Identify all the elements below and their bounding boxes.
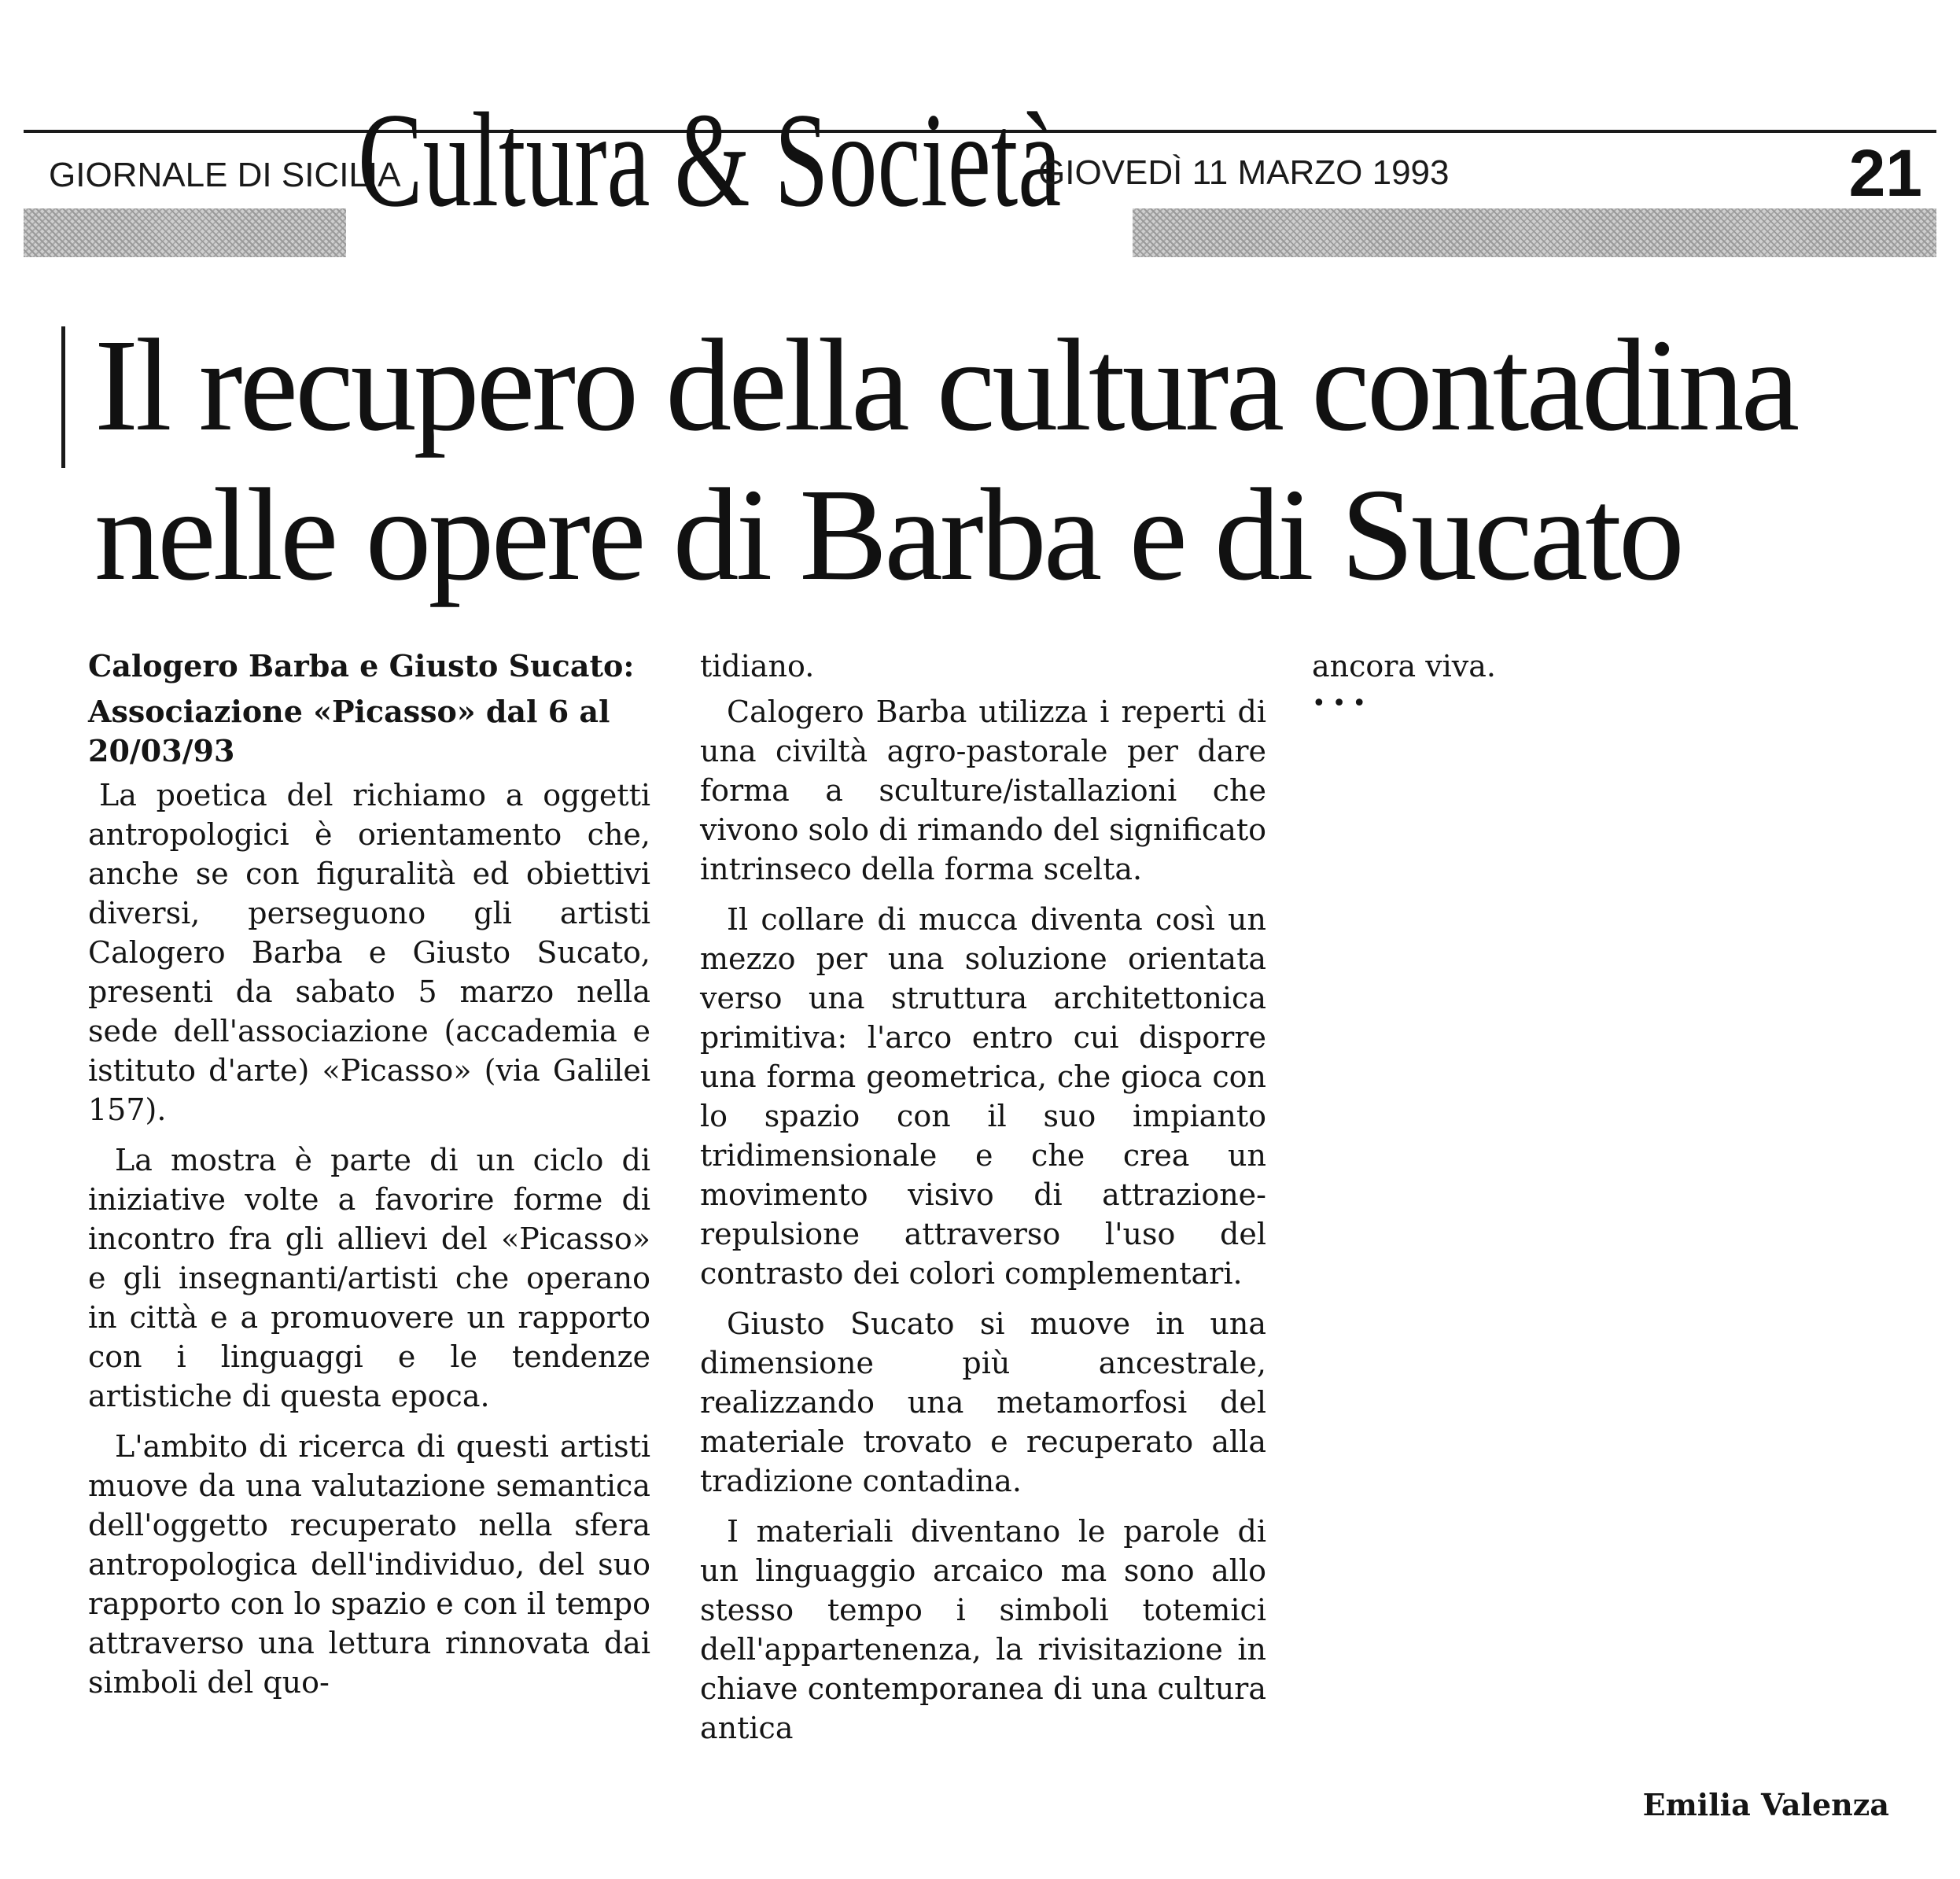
paragraph-continuation: tidiano. (700, 649, 815, 683)
exhibition-venue: Associazione «Picasso» dal 6 al 20/03/93 (88, 694, 610, 768)
paragraph: La poetica del richiamo a oggetti antropologici è orientamento che, anche se con figuralità ed obiettivi diversi, perseguono gli artisti Calogero Barba e Giusto Sucato, presenti da sabato 5 marzo nella sede dell'associazione (accademia e istituto d'arte) «Picasso» (via Galilei 157). (88, 778, 650, 1127)
issue-date: GIOVEDÌ 11 MARZO 1993 (1038, 153, 1450, 192)
article-column-1 (88, 647, 650, 1708)
paragraph: L'ambito di ricerca di questi artisti muove da una valutazione semantica dell'oggetto recuperato nella sfera antropologica dell'individuo, del suo rapporto con lo spazio e con il tempo attraverso una lettura rinnovata dai simboli del quo- (88, 1429, 650, 1700)
page-number: 21 (1848, 136, 1922, 210)
headline-accent-bar (61, 326, 65, 468)
section-title: Cultura & Società (358, 86, 1062, 235)
article-headline (94, 311, 1943, 610)
headline-line-1: Il recupero della cultura contadina (94, 312, 1797, 459)
paragraph: La mostra è parte di un ciclo di iniziative volte a favorire forme di incontro fra gli allievi del «Picasso» e gli insegnanti/artisti che operano in città e a promuovere un rapporto con i linguaggi e le tendenze artistiche di questa epoca. (88, 1143, 650, 1413)
author-signature: Emilia Valenza (1642, 1787, 1889, 1822)
paragraph: Giusto Sucato si muove in una dimensione più ancestrale, realizzando una metamorfosi del materiale trovato e recuperato alla tradizione contadina. (700, 1306, 1266, 1498)
article-column-3 (1312, 647, 1595, 716)
end-of-article-mark: ••• (1312, 690, 1373, 717)
paragraph: Il collare di mucca diventa così un mezzo per una soluzione orientata verso una struttura architettonica primitiva: l'arco entro cui disporre una forma geometrica, che gioca con lo spazio con il suo impianto tridimensionale e che crea un movimento visivo di attrazione-repulsione attraverso l'uso del contrasto dei colori complementari. (700, 902, 1266, 1291)
headline-line-2: nelle opere di Barba e di Sucato (94, 462, 1682, 608)
paragraph-continuation: ancora viva. (1312, 649, 1497, 683)
paragraph: I materiali diventano le parole di un linguaggio arcaico ma sono allo stesso tempo i simboli totemici dell'appartenenza, la rivisitazione in chiave contemporanea di una cultura antica (700, 1514, 1266, 1745)
newspaper-name: GIORNALE DI SICILIA (49, 156, 401, 194)
exhibition-artists: Calogero Barba e Giusto Sucato: (88, 648, 635, 683)
article-column-2 (700, 647, 1266, 1754)
paragraph: Calogero Barba utilizza i reperti di una civiltà agro-pastorale per dare forma a sculture/istallazioni che vivono solo di rimando del significato intrinseco della forma scelta. (700, 694, 1266, 886)
